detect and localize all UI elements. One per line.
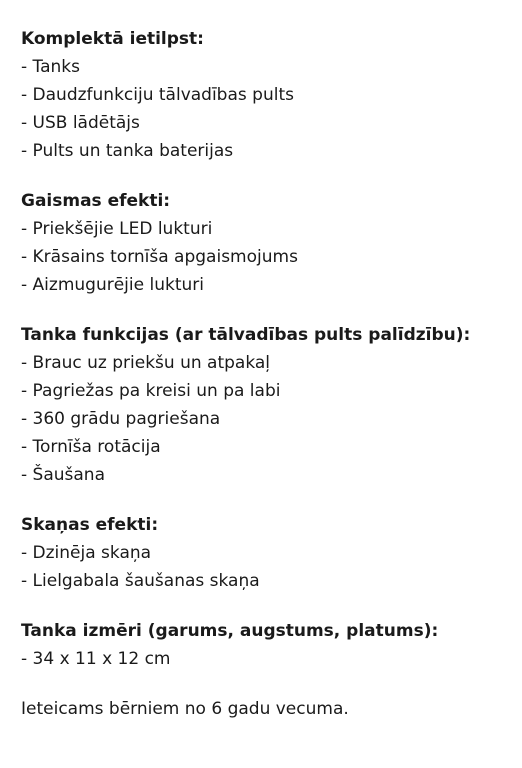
list-item: - Lielgabala šaušanas skaņa <box>21 571 260 591</box>
list-item: - USB lādētājs <box>21 113 140 133</box>
list-item: - Brauc uz priekšu un atpakaļ <box>21 353 271 373</box>
list-item: - 360 grādu pagriešana <box>21 409 221 429</box>
section-heading: Komplektā ietilpst: <box>21 29 204 49</box>
list-item: - Dzinēja skaņa <box>21 543 152 563</box>
section-package-contents <box>21 25 512 165</box>
list-item: - 34 x 11 x 12 cm <box>21 649 171 669</box>
section-heading: Tanka izmēri (garums, augstums, platums): <box>21 621 439 641</box>
section-light-effects <box>21 187 512 299</box>
list-item: - Priekšējie LED lukturi <box>21 219 213 239</box>
section-tank-functions <box>21 321 512 489</box>
list-item: - Pagriežas pa kreisi un pa labi <box>21 381 281 401</box>
list-item: - Pults un tanka baterijas <box>21 141 234 161</box>
list-item: - Šaušana <box>21 465 105 485</box>
age-recommendation: Ieteicams bērniem no 6 gadu vecuma. <box>21 699 349 719</box>
list-item: - Tanks <box>21 57 81 77</box>
list-item: - Daudzfunkciju tālvadības pults <box>21 85 294 105</box>
section-sound-effects <box>21 511 512 595</box>
product-description <box>21 25 512 723</box>
list-item: - Aizmugurējie lukturi <box>21 275 204 295</box>
section-heading: Gaismas efekti: <box>21 191 171 211</box>
section-tank-dimensions <box>21 617 512 673</box>
list-item: - Krāsains tornīša apgaismojums <box>21 247 298 267</box>
section-heading: Tanka funkcijas (ar tālvadības pults palīdzību): <box>21 325 471 345</box>
list-item: - Tornīša rotācija <box>21 437 161 457</box>
section-heading: Skaņas efekti: <box>21 515 159 535</box>
